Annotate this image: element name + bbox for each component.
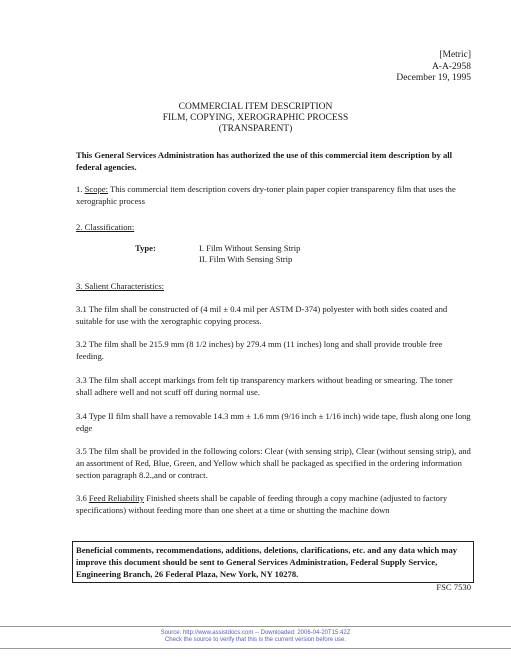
scope-heading: Scope: (84, 184, 108, 194)
paragraph-3-6 (76, 492, 471, 516)
metric-label: [Metric] (439, 50, 471, 60)
scope-text: This commercial item description covers dry-toner plain paper copier transparency film that uses the xerographic process (76, 184, 456, 206)
authorization-statement: This General Services Administration has authorized the use of this commercial item description by all federal agencies. (76, 150, 453, 172)
scope-number: 1. (76, 184, 83, 194)
document-date: December 19, 1995 (396, 73, 471, 83)
paragraph-3-6-number: 3.6 (76, 493, 87, 503)
document-header (396, 50, 471, 85)
type-list (199, 243, 300, 265)
type-item: II. Film With Sensing Strip (199, 254, 293, 264)
title-line-1: COMMERCIAL ITEM DESCRIPTION (178, 102, 333, 112)
feed-reliability-text: Finished sheets shall be capable of feeding through a copy machine (adjusted to factory specifications) without feeding more than one sheet at a time or shutting the machine down (76, 493, 448, 515)
paragraph-3-5: 3.5 The film shall be provided in the following colors: Clear (with sensing strip), Clear (without sensing strip), and an assortment of Red, Blue, Green, and Yellow which shall be packaged as specified in the ordering information section paragraph 8.2.,and or contract. (76, 446, 471, 480)
footer-verify-line: Check the source to verify that this is the current version before use. (164, 637, 347, 643)
paragraph-3-3: 3.3 The film shall accept markings from felt tip transparency markers without beading or smearing. The toner shall adhere well and not scuff off during normal use. (76, 375, 453, 397)
title-line-2: FILM, COPYING, XEROGRAPHIC PROCESS (162, 113, 349, 123)
scope-section (76, 183, 471, 207)
type-item: I. Film Without Sensing Strip (199, 243, 301, 253)
title-line-3: (TRANSPARENT) (218, 124, 293, 134)
paragraph-3-4: 3.4 Type II film shall have a removable 14.3 mm ± 1.6 mm (9/16 inch ± 1/16 inch) wide tape, flush along one long edge (76, 411, 471, 433)
document-id: A-A-2958 (431, 61, 471, 72)
classification-heading: 2. Classification: (76, 222, 135, 232)
document-title (0, 102, 511, 135)
feed-reliability-heading: Feed Reliability (88, 493, 145, 503)
paragraph-3-1: 3.1 The film shall be constructed of (4 mil ± 0.4 mil per ASTM D-374) polyester with both sides coated and suitable for use with the xerographic copying process. (76, 304, 448, 326)
salient-heading: 3. Salient Characteristics: (76, 281, 165, 291)
type-label: Type: (135, 243, 156, 253)
bottom-scan-edge (0, 648, 511, 649)
footer-source-line: Source: http://www.assistdocs.com -- Downloaded: 2006-04-20T15:42Z (160, 630, 351, 636)
fsc-code: FSC 7530 (436, 582, 471, 592)
paragraph-3-2: 3.2 The film shall be 215.9 mm (8 1/2 inches) by 279.4 mm (11 inches) long and shall provide trouble free feeding. (76, 339, 443, 361)
comments-box: Beneficial comments, recommendations, additions, deletions, clarifications, etc. and any data which may improve this document should be sent to General Services Administration, Federal Supply Service, Engineering Branch, 26 Federal Plaza, New York, NY 10278. (72, 541, 474, 583)
download-source-footer (0, 630, 511, 644)
footer-divider (0, 626, 511, 627)
